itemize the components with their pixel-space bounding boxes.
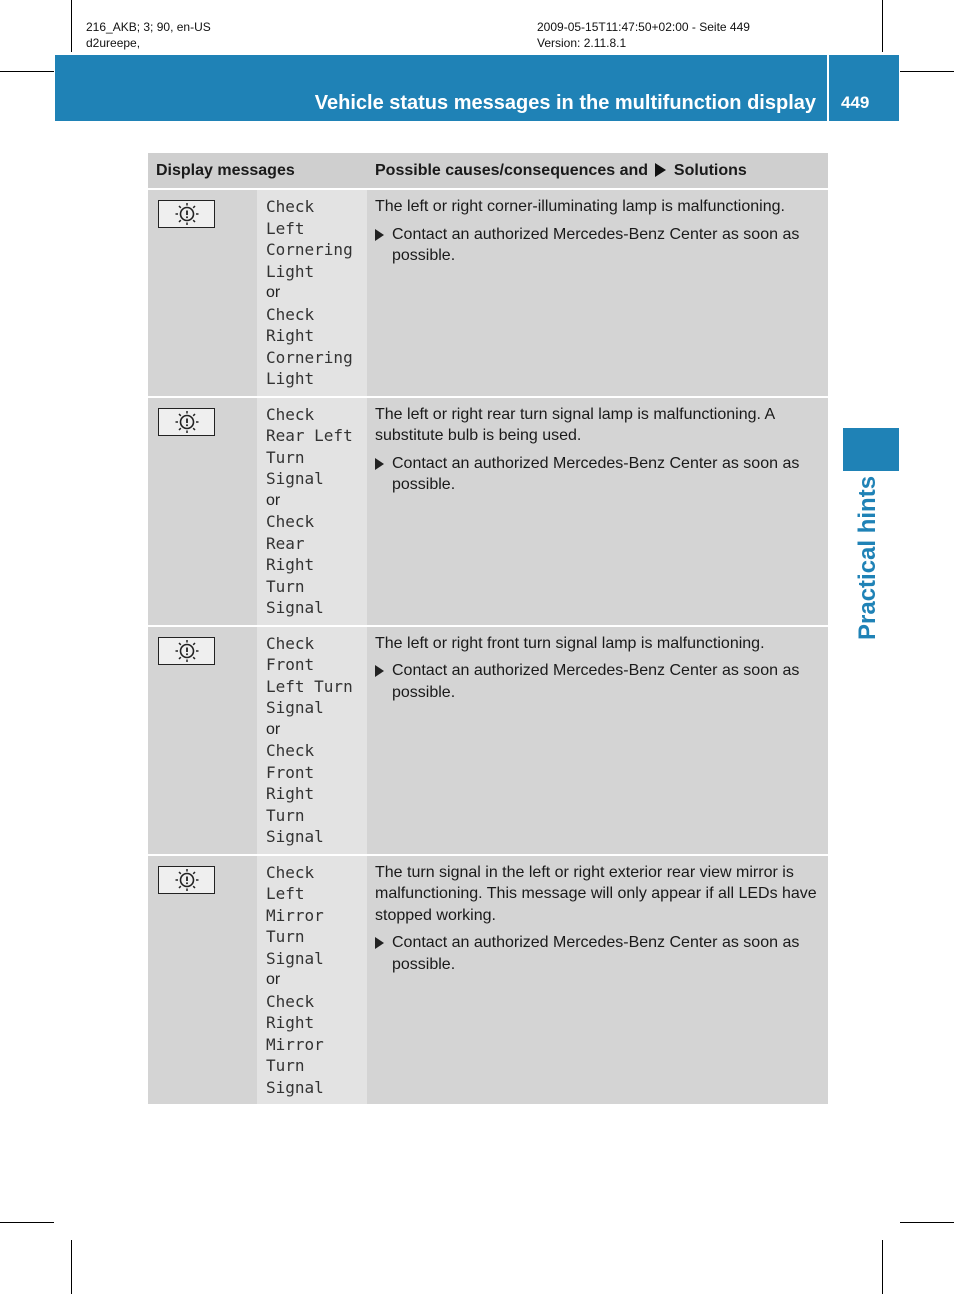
display-message-line: Check bbox=[266, 512, 315, 531]
play-arrow-icon bbox=[655, 163, 666, 177]
display-message-line: Right bbox=[266, 1013, 315, 1032]
table-row bbox=[148, 397, 828, 626]
display-message-line: Turn bbox=[266, 576, 305, 596]
display-message-line: Signal bbox=[266, 1077, 324, 1097]
crop-mark bbox=[882, 1240, 883, 1294]
cause-solution-cell bbox=[367, 626, 828, 855]
col-display-messages: Display messages bbox=[148, 153, 367, 189]
display-message-line: Rear Left bbox=[266, 426, 353, 445]
display-message-line: Left Turn bbox=[266, 676, 353, 696]
or-label: or bbox=[266, 491, 281, 509]
print-meta-left bbox=[86, 19, 211, 51]
display-message-line: Mirror bbox=[266, 905, 324, 925]
icon-cell bbox=[148, 626, 257, 855]
bullet-arrow-icon bbox=[375, 665, 384, 677]
display-message-line: Turn bbox=[266, 1056, 305, 1075]
chapter-label: Practical hints bbox=[854, 475, 881, 640]
display-message-line: Signal bbox=[266, 698, 324, 717]
display-message-line: Check bbox=[266, 741, 315, 760]
cause-text: The left or right rear turn signal lamp is malfunctioning. A substitute bulb is being used. bbox=[375, 405, 775, 444]
display-message-line: Light bbox=[266, 261, 315, 281]
col-causes-solutions bbox=[367, 153, 828, 189]
display-message-line: Check bbox=[266, 991, 315, 1011]
table-row bbox=[148, 626, 828, 855]
section-banner bbox=[55, 55, 899, 121]
display-message-line: Signal bbox=[266, 948, 324, 968]
display-message-line: Turn bbox=[266, 805, 305, 825]
crop-mark bbox=[0, 71, 54, 72]
display-message-line: Rear bbox=[266, 533, 305, 553]
display-message-line: Signal bbox=[266, 598, 324, 617]
crop-mark bbox=[900, 1222, 954, 1223]
crop-mark bbox=[882, 0, 883, 52]
crop-mark bbox=[71, 1240, 72, 1294]
display-message-cell bbox=[257, 397, 367, 626]
table-row bbox=[148, 855, 828, 1106]
display-message-cell bbox=[257, 855, 367, 1106]
bulb-warning-icon bbox=[158, 637, 215, 665]
display-message-cell bbox=[257, 626, 367, 855]
solution-item bbox=[375, 932, 822, 975]
chapter-tab bbox=[843, 428, 899, 471]
display-message-line: Check bbox=[266, 633, 315, 653]
display-message-line: Right bbox=[266, 326, 315, 345]
crop-mark bbox=[900, 71, 954, 72]
or-label: or bbox=[266, 720, 281, 738]
display-message-line: Cornering bbox=[266, 347, 353, 367]
solution-text: Contact an authorized Mercedes-Benz Center as soon as possible. bbox=[392, 662, 800, 701]
solution-text: Contact an authorized Mercedes-Benz Center as soon as possible. bbox=[392, 454, 800, 493]
display-message-cell bbox=[257, 189, 367, 397]
bullet-arrow-icon bbox=[375, 229, 384, 241]
display-message-line: Left bbox=[266, 218, 305, 238]
display-message-line: Front bbox=[266, 655, 315, 674]
messages-table bbox=[148, 153, 828, 1106]
cause-text: The left or right corner-illuminating lamp is malfunctioning. bbox=[375, 198, 785, 215]
bulb-warning-icon bbox=[158, 408, 215, 436]
display-message-line: Left bbox=[266, 884, 305, 903]
meta-left-line1: 216_AKB; 3; 90, en-US bbox=[86, 20, 211, 34]
col2-header-suffix: Solutions bbox=[673, 161, 747, 179]
display-message-line: Check bbox=[266, 404, 315, 424]
display-message-line: Right bbox=[266, 784, 315, 803]
cause-text: The left or right front turn signal lamp is malfunctioning. bbox=[375, 634, 765, 652]
cause-solution-cell bbox=[367, 855, 828, 1106]
meta-right-line2: Version: 2.11.8.1 bbox=[537, 36, 627, 50]
cause-solution-cell bbox=[367, 397, 828, 626]
solution-item bbox=[375, 224, 822, 267]
print-meta-right bbox=[537, 19, 750, 51]
cause-text: The turn signal in the left or right exterior rear view mirror is malfunctioning. This message will only appear if all LEDs have stopped working. bbox=[375, 863, 817, 924]
solution-item bbox=[375, 453, 822, 496]
meta-left-line2: d2ureepe, bbox=[86, 36, 141, 50]
display-message-line: Mirror bbox=[266, 1034, 324, 1054]
display-message-line: Signal bbox=[266, 469, 324, 488]
solution-item bbox=[375, 660, 822, 703]
page-number: 449 bbox=[841, 93, 870, 112]
crop-mark bbox=[71, 0, 72, 52]
solution-text: Contact an authorized Mercedes-Benz Center as soon as possible. bbox=[392, 225, 800, 264]
display-message-line: Light bbox=[266, 369, 315, 388]
display-message-line: Check bbox=[266, 304, 315, 324]
icon-cell bbox=[148, 189, 257, 397]
or-label: or bbox=[266, 284, 281, 301]
section-title: Vehicle status messages in the multifunction display bbox=[314, 92, 816, 114]
display-message-line: Front bbox=[266, 762, 315, 782]
display-message-line: Turn bbox=[266, 447, 305, 467]
cause-solution-cell bbox=[367, 189, 828, 397]
display-message-line: Cornering bbox=[266, 240, 353, 259]
crop-mark bbox=[0, 1222, 54, 1223]
or-label: or bbox=[266, 971, 281, 988]
icon-cell bbox=[148, 397, 257, 626]
bullet-arrow-icon bbox=[375, 937, 384, 949]
col2-header-text: Possible causes/consequences and bbox=[375, 161, 649, 179]
display-message-line: Signal bbox=[266, 827, 324, 846]
table-row bbox=[148, 189, 828, 397]
display-message-line: Check bbox=[266, 197, 315, 216]
banner-divider bbox=[827, 55, 829, 121]
display-message-line: Turn bbox=[266, 927, 305, 946]
solution-text: Contact an authorized Mercedes-Benz Center as soon as possible. bbox=[392, 934, 800, 973]
bulb-warning-icon bbox=[158, 866, 215, 894]
display-message-line: Check bbox=[266, 862, 315, 882]
bullet-arrow-icon bbox=[375, 458, 384, 470]
table-header-row bbox=[148, 153, 828, 189]
bulb-warning-icon bbox=[158, 200, 215, 228]
display-message-line: Right bbox=[266, 555, 315, 574]
meta-right-line1: 2009-05-15T11:47:50+02:00 - Seite 449 bbox=[537, 20, 750, 34]
icon-cell bbox=[148, 855, 257, 1106]
